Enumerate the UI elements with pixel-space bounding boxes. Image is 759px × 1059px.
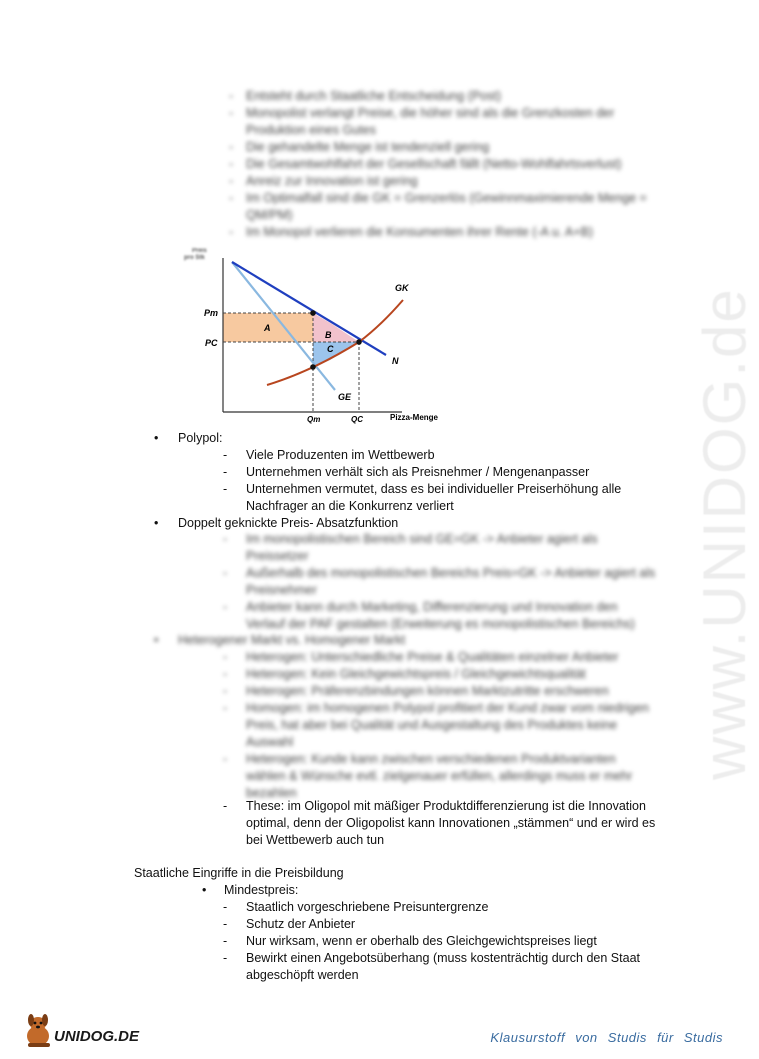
competition-point: [356, 339, 362, 345]
dog-mascot-icon: [27, 1014, 50, 1047]
unidog-logo: [22, 1010, 157, 1050]
list-item: - Heterogen: Unterschiedliche Preise & Qualitäten einzelner Anbieter: [223, 649, 668, 666]
bullet-title: Mindestpreis:: [224, 883, 299, 897]
footer-slogan: [487, 1030, 726, 1045]
doppelt-list: [223, 531, 668, 633]
area-a-label: A: [264, 323, 271, 333]
list-item: - Bewirkt einen Angebotsüberhang (muss kostenträchtig durch den Staat: [223, 950, 668, 967]
monopol-list: [229, 88, 669, 241]
bullet-title: Doppelt geknickte Preis- Absatzfunktion: [178, 516, 399, 530]
bullet-hetero: [154, 632, 405, 649]
bullet-polypol: [154, 430, 222, 447]
list-item: - Anbieter kann durch Marketing, Differenzierung und Innovation den: [223, 599, 668, 616]
bullet-dot: •: [154, 431, 159, 445]
logo-text: UNIDOG.DE: [54, 1028, 140, 1045]
bullet-mindestpreis: [202, 882, 298, 899]
list-item: - Heterogen: Kein Gleichgewichtspreis / Gleichgewichtsqualität: [223, 666, 668, 683]
footer-word: Studis: [607, 1030, 647, 1045]
these-list: [223, 798, 668, 849]
monopoly-diagram: [170, 240, 460, 430]
pc-label: PC: [205, 338, 218, 348]
hetero-list: [223, 649, 668, 802]
list-item-continuation: Preissetzer: [246, 549, 309, 563]
list-item: - Unternehmen verhält sich als Preisnehmer / Mengenanpasser: [223, 464, 668, 481]
list-item: - Die gehandelte Menge ist tendenziell gering: [229, 139, 669, 156]
list-item-continuation: Preisnehmer: [246, 583, 317, 597]
footer-word: von: [575, 1030, 598, 1045]
bullet-dot: •: [154, 516, 159, 530]
list-item: - These: im Oligopol mit mäßiger Produktdifferenzierung ist die Innovation: [223, 798, 668, 815]
area-b-label: B: [325, 330, 332, 340]
list-item: - Viele Produzenten im Wettbewerb: [223, 447, 668, 464]
list-item-continuation: QM/PM): [246, 208, 293, 222]
footer-word: für: [657, 1030, 674, 1045]
bullet-title: Heterogener Markt vs. Homogener Markt: [178, 633, 406, 647]
gk-label: GK: [395, 283, 409, 293]
y-axis-label: Preis pro Stk: [184, 248, 207, 261]
monopoly-point: [310, 310, 316, 316]
list-item-continuation: abgeschöpft werden: [246, 968, 359, 982]
n-label: N: [392, 356, 399, 366]
area-c-label: C: [327, 344, 334, 354]
list-item: - Im monopolistischen Bereich sind GE=GK -> Anbieter agiert als: [223, 531, 668, 548]
list-item: - Heterogen: Kunde kann zwischen verschiedenen Produktvarianten: [223, 751, 668, 768]
list-item-continuation: Produktion eines Gutes: [246, 123, 376, 137]
list-item: - Schutz der Anbieter: [223, 916, 668, 933]
qc-label: QC: [351, 415, 363, 424]
list-item-continuation: optimal, denn der Oligopolist kann Innovationen „stämmen“ und er wird es: [246, 816, 656, 830]
qm-label: Qm: [307, 415, 321, 424]
area-b-shape: [313, 313, 359, 342]
list-item: - Im Monopol verlieren die Konsumenten ihrer Rente (-A u. A+B): [229, 224, 669, 241]
ge-gk-point: [310, 364, 316, 370]
list-item: - Die Gesamtwohlfahrt der Gesellschaft fällt (Netto-Wohlfahrtsverlust): [229, 156, 669, 173]
list-item: - Homogen: im homogenen Polypol profitiert der Kund zwar vom niedrigen: [223, 700, 668, 717]
watermark: www.UNIDOG.de: [691, 287, 758, 780]
mindestpreis-list: [223, 899, 668, 984]
list-item-continuation: bei Wettbewerb auch tun: [246, 833, 385, 847]
list-item: - Im Optimalfall sind die GK = Grenzerlös (Gewinnmaximierende Menge =: [229, 190, 669, 207]
list-item: - Außerhalb des monopolistischen Bereichs Preis=GK -> Anbieter agiert als: [223, 565, 668, 582]
list-item-continuation: Verlauf der PAF gestalten (Erweiterung es monopolistischen Bereichs): [246, 617, 635, 631]
list-item-continuation: Preis, hat aber bei Qualität und Ausgestaltung des Produktes keine: [246, 718, 618, 732]
ge-label: GE: [338, 392, 352, 402]
list-item-continuation: wählen & Wünsche evtl. zielgenauer erfüllen, allerdings muss er mehr: [246, 769, 633, 783]
list-item-continuation: Nachfrager an die Konkurrenz verliert: [246, 499, 454, 513]
list-item: - Unternehmen vermutet, dass es bei individueller Preiserhöhung alle: [223, 481, 668, 498]
bullet-doppelt: [154, 515, 398, 532]
list-item: - Entsteht durch Staatliche Entscheidung (Post): [229, 88, 669, 105]
list-item: - Staatlich vorgeschriebene Preisuntergrenze: [223, 899, 668, 916]
list-item: - Nur wirksam, wenn er oberhalb des Gleichgewichtspreises liegt: [223, 933, 668, 950]
list-item: - Heterogen: Präferenzbindungen können Marktzutritte erschweren: [223, 683, 668, 700]
bullet-dot: •: [202, 883, 207, 897]
section-heading: Staatliche Eingriffe in die Preisbildung: [134, 866, 344, 880]
x-axis-label: Pizza-Menge: [390, 413, 439, 422]
list-item: - Anreiz zur Innovation ist gering: [229, 173, 669, 190]
list-item-continuation: Auswahl: [246, 735, 294, 749]
footer-word: Studis: [683, 1030, 723, 1045]
pm-label: Pm: [204, 308, 219, 318]
list-item-continuation: bezahlen: [246, 786, 297, 800]
list-item: - Monopolist verlangt Preise, die höher sind als die Grenzkosten der: [229, 105, 669, 122]
bullet-title: Polypol:: [178, 431, 223, 445]
polypol-list: [223, 447, 668, 515]
bullet-dot: •: [154, 633, 159, 647]
footer-word: Klausurstoff: [490, 1030, 566, 1045]
